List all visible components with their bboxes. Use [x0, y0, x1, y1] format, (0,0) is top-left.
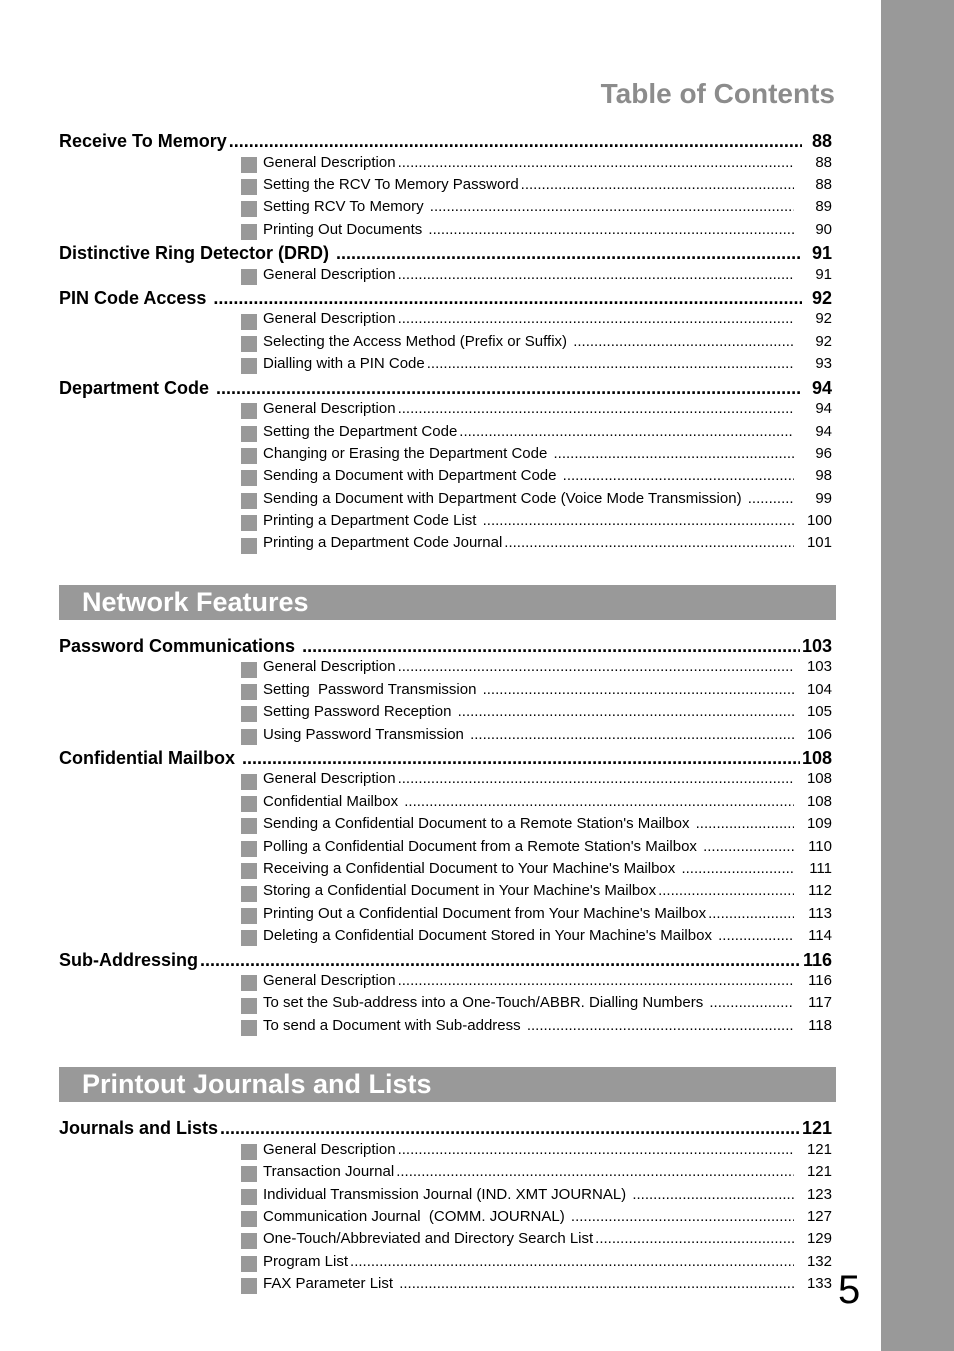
toc-entry-link[interactable] [241, 860, 832, 882]
toc-entry-link[interactable] [241, 770, 832, 792]
page-ref: 129 [806, 1230, 832, 1248]
chapter-title: Journals and Lists [59, 1118, 219, 1139]
entry-title: Printing a Department Code Journal [263, 534, 503, 552]
toc-entry-link[interactable] [241, 400, 832, 422]
entry-title: General Description [263, 770, 396, 788]
dot-leader [504, 534, 794, 551]
page-ref: 89 [815, 198, 832, 216]
page-ref: 93 [815, 355, 832, 373]
dot-leader [398, 266, 794, 283]
bullet-square-icon [241, 930, 257, 946]
dot-leader [220, 1118, 800, 1139]
toc-entry-link[interactable] [241, 176, 832, 198]
toc-entry-link[interactable] [241, 905, 832, 927]
dot-leader [336, 243, 802, 264]
chapter-title: Receive To Memory [59, 131, 227, 151]
bullet-square-icon [241, 998, 257, 1014]
dot-leader [571, 1208, 794, 1225]
bullet-square-icon [241, 1256, 257, 1272]
toc-entry-link[interactable] [241, 534, 832, 556]
entry-title: Individual Transmission Journal (IND. XMT JOURNAL) [263, 1185, 631, 1203]
dot-leader [396, 1163, 794, 1180]
entry-title: Program List [263, 1252, 349, 1270]
toc-entry-link[interactable] [241, 310, 832, 332]
entry-title: Communication Journal (COMM. JOURNAL) [263, 1207, 569, 1225]
dot-leader [398, 972, 794, 989]
dot-leader [398, 1141, 794, 1158]
entry-title: General Description [263, 658, 396, 676]
page-ref: 104 [806, 680, 832, 698]
bullet-square-icon [241, 403, 257, 419]
bullet-square-icon [241, 269, 257, 285]
entry-title: One-Touch/Abbreviated and Directory Search List [263, 1230, 594, 1248]
dot-leader [527, 1017, 794, 1034]
page-ref: 88 [815, 175, 832, 193]
dot-leader [216, 378, 802, 399]
toc-entry-link[interactable] [241, 423, 832, 445]
dot-leader [430, 198, 794, 215]
toc-entry-link[interactable] [241, 490, 832, 512]
dot-leader [459, 423, 794, 440]
dot-leader [428, 221, 794, 238]
dot-leader [483, 681, 794, 698]
bullet-square-icon [241, 1189, 257, 1205]
entry-title: Sending a Document with Department Code [263, 467, 561, 485]
toc-chapter-link[interactable] [59, 378, 832, 401]
bullet-square-icon [241, 729, 257, 745]
entry-title: Sending a Confidential Document to a Remote Station's Mailbox [263, 815, 694, 833]
page-ref: 116 [808, 972, 832, 990]
page-ref: 118 [808, 1016, 832, 1034]
dot-leader [200, 950, 801, 971]
dot-leader [229, 131, 802, 152]
toc-entry-link[interactable] [241, 838, 832, 860]
page-ref: 123 [806, 1185, 832, 1203]
entry-title: General Description [263, 265, 396, 283]
bullet-square-icon [241, 1233, 257, 1249]
side-tab [881, 0, 954, 1351]
bullet-square-icon [241, 706, 257, 722]
bullet-square-icon [241, 684, 257, 700]
toc-chapter-link[interactable] [59, 288, 832, 311]
toc-chapter-link[interactable] [59, 1118, 832, 1141]
page-ref: 121 [806, 1163, 832, 1181]
dot-leader [470, 726, 794, 743]
page-ref: 101 [806, 534, 832, 552]
entry-title: To send a Document with Sub-address [263, 1016, 525, 1034]
page-ref: 91 [815, 265, 832, 283]
toc-entry-link[interactable] [241, 512, 832, 534]
toc-entry-link[interactable] [241, 994, 832, 1016]
bullet-square-icon [241, 336, 257, 352]
dot-leader [458, 703, 794, 720]
toc-chapter-link[interactable] [59, 748, 832, 771]
page-ref: 106 [806, 725, 832, 743]
page-ref: 109 [806, 815, 832, 833]
entry-title: General Description [263, 1140, 396, 1158]
dot-leader [703, 838, 794, 855]
bullet-square-icon [241, 493, 257, 509]
table-of-contents [59, 131, 832, 1297]
bullet-square-icon [241, 314, 257, 330]
dot-leader [573, 333, 794, 350]
toc-entry-link[interactable] [241, 972, 832, 994]
bullet-square-icon [241, 201, 257, 217]
bullet-square-icon [241, 1144, 257, 1160]
toc-entry-link[interactable] [241, 681, 832, 703]
dot-leader [399, 1275, 794, 1292]
dot-leader [427, 355, 794, 372]
dot-leader [521, 176, 794, 193]
entry-title: Deleting a Confidential Document Stored in Your Machine's Mailbox [263, 927, 717, 945]
toc-entry-link[interactable] [241, 198, 832, 220]
dot-leader [302, 636, 800, 657]
page-ref: 121 [801, 1118, 832, 1139]
page-ref: 108 [801, 747, 832, 768]
entry-title: Confidential Mailbox [263, 792, 403, 810]
bullet-square-icon [241, 448, 257, 464]
entry-title: Setting the Department Code [263, 422, 458, 440]
chapter-title: PIN Code Access [59, 287, 212, 308]
bullet-square-icon [241, 796, 257, 812]
page-ref: 110 [808, 837, 832, 855]
toc-entry-link[interactable] [241, 266, 832, 288]
toc-entry-link[interactable] [241, 703, 832, 725]
bullet-square-icon [241, 157, 257, 173]
dot-leader [554, 445, 794, 462]
chapter-title: Confidential Mailbox [59, 747, 241, 768]
entry-title: General Description [263, 400, 396, 418]
chapter-title: Sub-Addressing [59, 949, 199, 970]
toc-entry-link[interactable] [241, 1230, 832, 1252]
page-ref: 116 [802, 949, 832, 970]
page-ref: 94 [815, 422, 832, 440]
page-ref: 92 [811, 287, 832, 308]
dot-leader [681, 860, 794, 877]
page-ref: 91 [811, 243, 832, 264]
dot-leader [350, 1253, 794, 1270]
bullet-square-icon [241, 908, 257, 924]
page-ref: 112 [808, 882, 832, 900]
page-ref: 96 [815, 444, 832, 462]
entry-title: Polling a Confidential Document from a Remote Station's Mailbox [263, 837, 702, 855]
entry-title: Selecting the Access Method (Prefix or Suffix) [263, 332, 572, 350]
dot-leader [213, 288, 802, 309]
page-ref: 88 [815, 153, 832, 171]
page-ref: 88 [811, 131, 832, 151]
bullet-square-icon [241, 863, 257, 879]
toc-entry-link[interactable] [241, 221, 832, 243]
bullet-square-icon [241, 179, 257, 195]
entry-title: Setting RCV To Memory [263, 198, 428, 216]
page-ref: 111 [809, 859, 832, 877]
toc-entry-link[interactable] [241, 1186, 832, 1208]
toc-chapter-link[interactable] [59, 131, 832, 154]
toc-entry-link[interactable] [241, 467, 832, 489]
toc-entry-link[interactable] [241, 355, 832, 377]
toc-entry-link[interactable] [241, 793, 832, 815]
entry-title: General Description [263, 310, 396, 328]
page-ref: 90 [815, 220, 832, 238]
toc-entry-link[interactable] [241, 658, 832, 680]
page-ref: 108 [806, 770, 832, 788]
toc-entry-link[interactable] [241, 154, 832, 176]
page-ref: 103 [806, 658, 832, 676]
dot-leader [696, 815, 794, 832]
bullet-square-icon [241, 662, 257, 678]
page-ref: 103 [801, 635, 832, 656]
dot-leader [398, 154, 794, 171]
entry-title: Storing a Confidential Document in Your Machine's Mailbox [263, 882, 657, 900]
chapter-title: Password Communications [59, 635, 301, 656]
dot-leader [718, 927, 794, 944]
page-ref: 114 [808, 927, 832, 945]
page-ref: 121 [806, 1140, 832, 1158]
page-ref: 92 [815, 332, 832, 350]
toc-entry-link[interactable] [241, 1141, 832, 1163]
page-number: 5 [838, 1268, 861, 1312]
section-banner: Network Features [59, 585, 836, 620]
entry-title: Setting the RCV To Memory Password [263, 175, 519, 193]
toc-entry-link[interactable] [241, 333, 832, 355]
dot-leader [563, 467, 794, 484]
page-ref: 127 [806, 1207, 832, 1225]
page-ref: 113 [808, 904, 832, 922]
toc-entry-link[interactable] [241, 726, 832, 748]
entry-title: Printing Out a Confidential Document from Your Machine's Mailbox [263, 904, 707, 922]
page-ref: 92 [815, 310, 832, 328]
section-banner: Printout Journals and Lists [59, 1067, 836, 1102]
entry-title: General Description [263, 153, 396, 171]
dot-leader [483, 512, 794, 529]
chapter-title: Department Code [59, 377, 215, 398]
bullet-square-icon [241, 426, 257, 442]
page-ref: 133 [806, 1275, 832, 1293]
toc-entry-link[interactable] [241, 1017, 832, 1039]
entry-title: Receiving a Confidential Document to Your Machine's Mailbox [263, 859, 680, 877]
bullet-square-icon [241, 841, 257, 857]
entry-title: Printing Out Documents [263, 220, 427, 238]
toc-chapter-link[interactable] [59, 636, 832, 659]
toc-entry-link[interactable] [241, 445, 832, 467]
bullet-square-icon [241, 515, 257, 531]
bullet-square-icon [241, 1020, 257, 1036]
page-ref: 108 [806, 792, 832, 810]
toc-entry-link[interactable] [241, 1275, 832, 1297]
bullet-square-icon [241, 358, 257, 374]
toc-entry-link[interactable] [241, 882, 832, 904]
page-ref: 94 [811, 377, 832, 398]
bullet-square-icon [241, 1211, 257, 1227]
toc-entry-link[interactable] [241, 1253, 832, 1275]
chapter-title: Distinctive Ring Detector (DRD) [59, 243, 335, 264]
bullet-square-icon [241, 818, 257, 834]
page-ref: 117 [808, 994, 832, 1012]
bullet-square-icon [241, 886, 257, 902]
toc-chapter-link[interactable] [59, 950, 832, 973]
dot-leader [709, 994, 794, 1011]
dot-leader [632, 1186, 794, 1203]
bullet-square-icon [241, 224, 257, 240]
entry-title: Printing a Department Code List [263, 512, 481, 530]
bullet-square-icon [241, 975, 257, 991]
bullet-square-icon [241, 1166, 257, 1182]
entry-title: General Description [263, 972, 396, 990]
toc-entry-link[interactable] [241, 815, 832, 837]
toc-entry-link[interactable] [241, 927, 832, 949]
page-ref: 94 [815, 400, 832, 418]
entry-title: Setting Password Transmission [263, 680, 481, 698]
page-ref: 105 [806, 703, 832, 721]
entry-title: FAX Parameter List [263, 1275, 398, 1293]
dot-leader [708, 905, 794, 922]
dot-leader [658, 882, 794, 899]
bullet-square-icon [241, 470, 257, 486]
entry-title: Setting Password Reception [263, 703, 456, 721]
dot-leader [595, 1230, 794, 1247]
entry-title: Dialling with a PIN Code [263, 355, 425, 373]
dot-leader [398, 658, 794, 675]
dot-leader [398, 770, 794, 787]
dot-leader [748, 490, 794, 507]
page-ref: 100 [806, 512, 832, 530]
page-ref: 99 [815, 489, 832, 507]
toc-chapter-link[interactable] [59, 243, 832, 266]
page-ref: 132 [806, 1252, 832, 1270]
entry-title: Transaction Journal [263, 1163, 395, 1181]
page-ref: 98 [815, 467, 832, 485]
dot-leader [242, 748, 800, 769]
dot-leader [404, 793, 794, 810]
dot-leader [398, 400, 794, 417]
entry-title: Changing or Erasing the Department Code [263, 444, 552, 462]
bullet-square-icon [241, 538, 257, 554]
entry-title: Using Password Transmission [263, 725, 469, 743]
dot-leader [398, 310, 794, 327]
toc-entry-link[interactable] [241, 1208, 832, 1230]
entry-title: Sending a Document with Department Code (Voice Mode Transmission) [263, 489, 746, 507]
bullet-square-icon [241, 774, 257, 790]
bullet-square-icon [241, 1278, 257, 1294]
toc-entry-link[interactable] [241, 1163, 832, 1185]
page-title: Table of Contents [600, 78, 835, 109]
entry-title: To set the Sub-address into a One-Touch/ABBR. Dialling Numbers [263, 994, 708, 1012]
